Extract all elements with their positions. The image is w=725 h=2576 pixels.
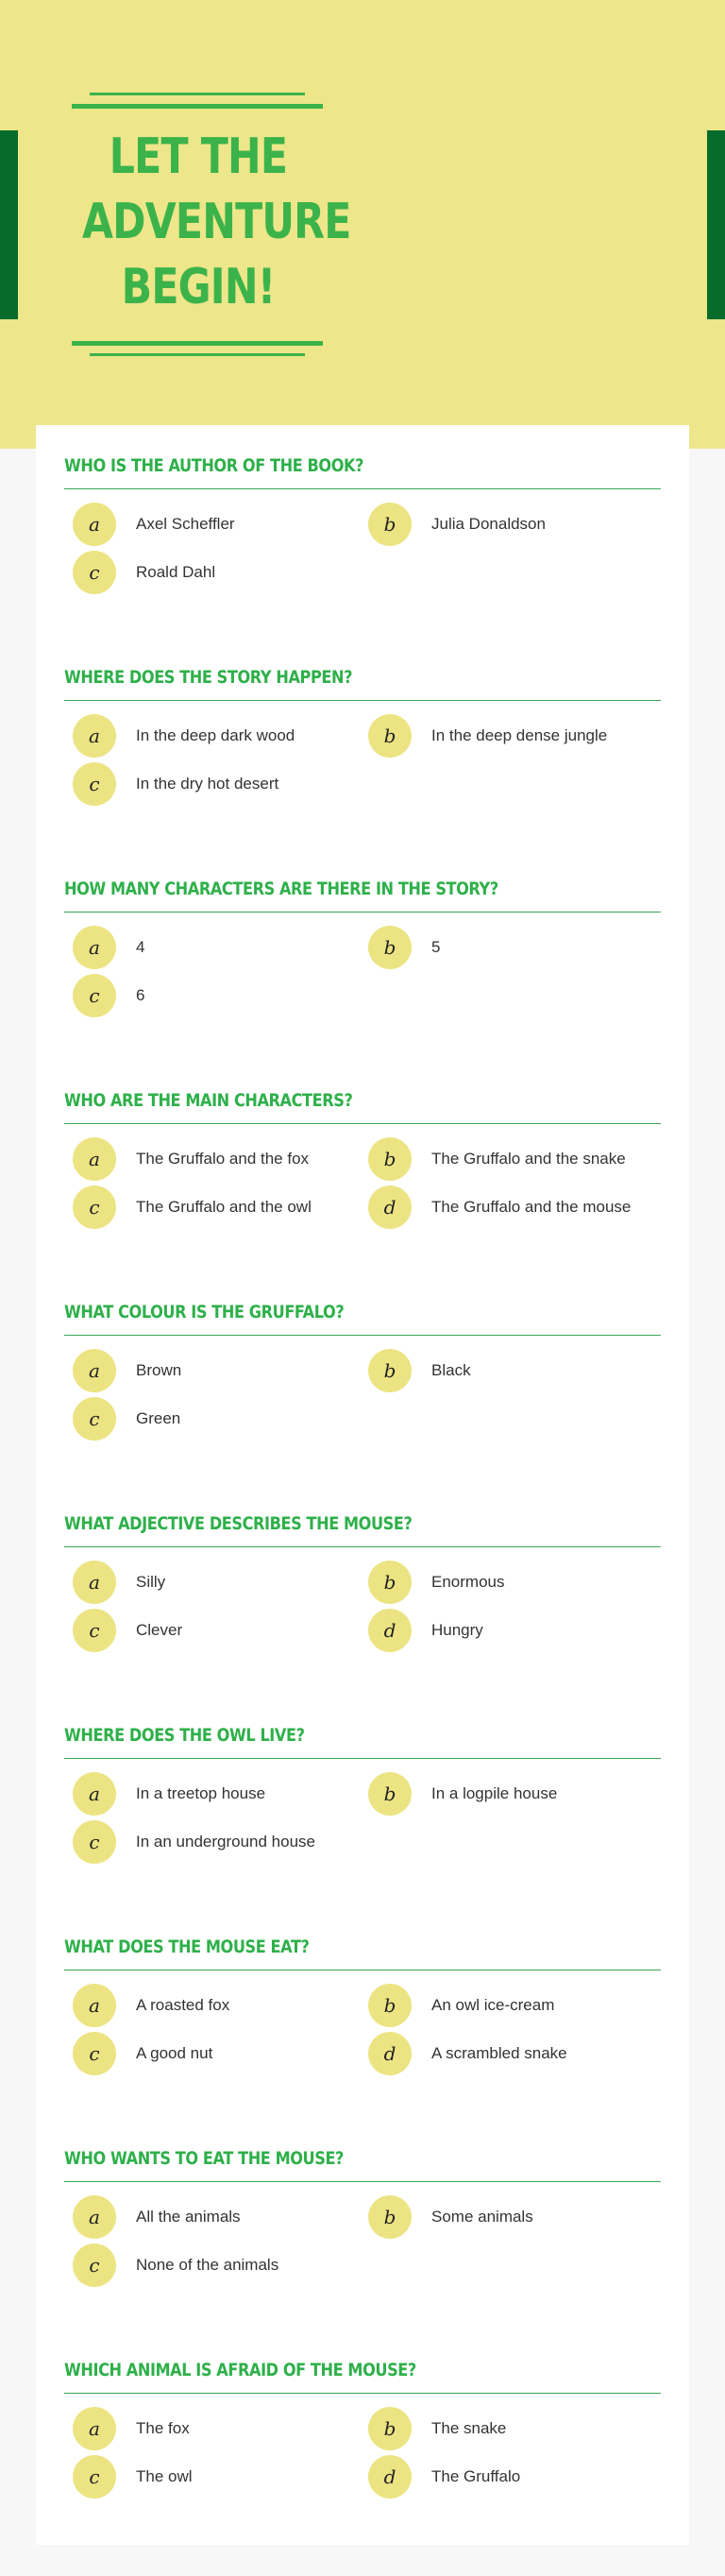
option-text: A good nut (136, 2044, 213, 2062)
option-text: Brown (136, 1361, 182, 1379)
hero-title-line: BEGIN! (121, 259, 276, 316)
answer-option[interactable] (368, 2407, 664, 2450)
answer-option[interactable] (73, 1137, 368, 1181)
option-letter-badge: d (368, 2455, 412, 2499)
options-list (64, 1349, 661, 1441)
option-letter-badge: c (73, 762, 116, 806)
answer-option[interactable] (368, 2195, 664, 2239)
option-text: The Gruffalo and the fox (136, 1150, 310, 1168)
option-text: An owl ice-cream (431, 1996, 555, 2014)
answer-option[interactable] (368, 2032, 664, 2075)
option-text: Silly (136, 1573, 166, 1591)
answer-option[interactable] (73, 2032, 368, 2075)
option-text: The Gruffalo and the mouse (431, 1198, 632, 1216)
option-letter-badge: b (368, 2195, 412, 2239)
options-list (64, 1984, 661, 2075)
option-letter-badge: b (368, 503, 412, 546)
question-section (64, 2144, 661, 2287)
option-letter-badge: b (368, 1772, 412, 1816)
option-letter-badge: a (73, 1984, 116, 2027)
options-list (64, 2407, 661, 2499)
answer-option[interactable] (368, 1561, 664, 1604)
option-text: In the deep dense jungle (431, 726, 608, 744)
option-text: In an underground house (136, 1833, 315, 1851)
options-list (64, 1137, 661, 1229)
option-text: Black (431, 1361, 471, 1379)
question-section (64, 1086, 661, 1229)
option-letter-badge: c (73, 1186, 116, 1229)
question-section (64, 1933, 661, 2075)
option-letter-badge: a (73, 714, 116, 758)
answer-option[interactable] (73, 1397, 368, 1441)
option-text: The owl (136, 2467, 193, 2485)
question-divider (64, 912, 661, 913)
option-letter-badge: b (368, 1984, 412, 2027)
option-letter-badge: a (73, 1137, 116, 1181)
option-letter-badge: c (73, 974, 116, 1017)
option-letter-badge: a (73, 926, 116, 969)
option-text: In the dry hot desert (136, 775, 279, 793)
option-letter-badge: c (73, 2243, 116, 2287)
question-section (64, 452, 661, 594)
option-letter-badge: c (73, 1609, 116, 1652)
left-accent-bar (0, 130, 18, 319)
option-letter-badge: c (73, 2455, 116, 2499)
question-title: WHAT ADJECTIVE DESCRIBES THE MOUSE? (64, 1513, 413, 1534)
answer-option[interactable] (368, 503, 664, 546)
right-accent-bar (707, 130, 725, 319)
option-letter-badge: b (368, 2407, 412, 2450)
option-letter-badge: c (73, 1820, 116, 1864)
answer-option[interactable] (368, 1772, 664, 1816)
hero-title (82, 125, 351, 320)
question-divider (64, 1123, 661, 1124)
question-section (64, 1721, 661, 1864)
answer-option[interactable] (73, 1984, 368, 2027)
answer-option[interactable] (368, 714, 664, 758)
option-letter-badge: d (368, 1609, 412, 1652)
option-text: None of the animals (136, 2256, 279, 2274)
option-text: The fox (136, 2419, 190, 2437)
answer-option[interactable] (73, 1349, 368, 1392)
option-text: The snake (431, 2419, 507, 2437)
question-section (64, 1510, 661, 1652)
option-text: Axel Scheffler (136, 515, 235, 533)
answer-option[interactable] (368, 1137, 664, 1181)
answer-option[interactable] (73, 551, 368, 594)
question-title: WHAT DOES THE MOUSE EAT? (64, 1936, 310, 1957)
divider-line (90, 93, 305, 95)
answer-option[interactable] (73, 2243, 368, 2287)
divider-line (72, 104, 323, 109)
option-text: 5 (431, 938, 441, 956)
option-text: The Gruffalo and the owl (136, 1198, 312, 1216)
question-divider (64, 1335, 661, 1336)
options-list (64, 503, 661, 594)
options-list (64, 2195, 661, 2287)
question-title: HOW MANY CHARACTERS ARE THERE IN THE STORY? (64, 879, 498, 899)
answer-option[interactable] (368, 2455, 664, 2499)
answer-option[interactable] (368, 1349, 664, 1392)
options-list (64, 926, 661, 1017)
option-text: The Gruffalo and the snake (431, 1150, 626, 1168)
option-text: Julia Donaldson (431, 515, 546, 533)
option-letter-badge: c (73, 2032, 116, 2075)
question-divider (64, 1758, 661, 1759)
option-letter-badge: d (368, 1186, 412, 1229)
option-text: In a treetop house (136, 1784, 266, 1802)
hero-title-line: ADVENTURE (82, 194, 351, 250)
option-letter-badge: b (368, 1137, 412, 1181)
question-divider (64, 488, 661, 489)
options-list (64, 1561, 661, 1652)
answer-option[interactable] (73, 1609, 368, 1652)
divider-line (90, 353, 305, 356)
options-list (64, 1772, 661, 1864)
option-text: A roasted fox (136, 1996, 230, 2014)
question-section (64, 1298, 661, 1441)
answer-option[interactable] (73, 2407, 368, 2450)
option-text: Hungry (431, 1621, 483, 1639)
question-title: WHICH ANIMAL IS AFRAID OF THE MOUSE? (64, 2360, 416, 2380)
option-text: Roald Dahl (136, 563, 216, 581)
answer-option[interactable] (73, 1561, 368, 1604)
answer-option[interactable] (73, 926, 368, 969)
option-text: 6 (136, 986, 145, 1004)
option-text: In a logpile house (431, 1784, 558, 1802)
answer-option[interactable] (73, 2195, 368, 2239)
option-text: Clever (136, 1621, 183, 1639)
option-text: In the deep dark wood (136, 726, 295, 744)
option-letter-badge: a (73, 2407, 116, 2450)
option-letter-badge: b (368, 1561, 412, 1604)
option-text: 4 (136, 938, 145, 956)
answer-option[interactable] (368, 926, 664, 969)
option-letter-badge: b (368, 714, 412, 758)
options-list (64, 714, 661, 806)
answer-option[interactable] (73, 1772, 368, 1816)
answer-option[interactable] (368, 1609, 664, 1652)
question-divider (64, 1546, 661, 1547)
option-text: Enormous (431, 1573, 505, 1591)
question-divider (64, 2393, 661, 2394)
divider-line (72, 341, 323, 346)
answer-option[interactable] (73, 714, 368, 758)
question-divider (64, 2181, 661, 2182)
option-letter-badge: a (73, 1349, 116, 1392)
question-title: WHERE DOES THE OWL LIVE? (64, 1725, 305, 1746)
answer-option[interactable] (73, 974, 368, 1017)
answer-option[interactable] (368, 1984, 664, 2027)
option-text: A scrambled snake (431, 2044, 567, 2062)
option-letter-badge: d (368, 2032, 412, 2075)
option-text: All the animals (136, 2208, 241, 2226)
quiz-card (36, 425, 689, 2545)
option-letter-badge: a (73, 2195, 116, 2239)
option-text: Green (136, 1409, 181, 1427)
answer-option[interactable] (73, 1186, 368, 1229)
question-divider (64, 700, 661, 701)
hero-banner (0, 0, 725, 449)
option-letter-badge: a (73, 1561, 116, 1604)
question-title: WHERE DOES THE STORY HAPPEN? (64, 667, 353, 688)
option-letter-badge: a (73, 503, 116, 546)
answer-option[interactable] (73, 503, 368, 546)
option-letter-badge: b (368, 926, 412, 969)
option-text: Some animals (431, 2208, 533, 2226)
option-letter-badge: c (73, 551, 116, 594)
hero-title-line: LET THE (109, 128, 288, 185)
question-title: WHO IS THE AUTHOR OF THE BOOK? (64, 455, 364, 476)
question-title: WHAT COLOUR IS THE GRUFFALO? (64, 1302, 345, 1322)
option-text: The Gruffalo (431, 2467, 521, 2485)
option-letter-badge: a (73, 1772, 116, 1816)
question-section (64, 663, 661, 806)
question-title: WHO WANTS TO EAT THE MOUSE? (64, 2148, 344, 2169)
question-section (64, 875, 661, 1017)
answer-option[interactable] (368, 1186, 664, 1229)
answer-option[interactable] (73, 1820, 368, 1864)
answer-option[interactable] (73, 762, 368, 806)
option-letter-badge: b (368, 1349, 412, 1392)
question-title: WHO ARE THE MAIN CHARACTERS? (64, 1090, 353, 1111)
option-letter-badge: c (73, 1397, 116, 1441)
answer-option[interactable] (73, 2455, 368, 2499)
question-section (64, 2356, 661, 2499)
